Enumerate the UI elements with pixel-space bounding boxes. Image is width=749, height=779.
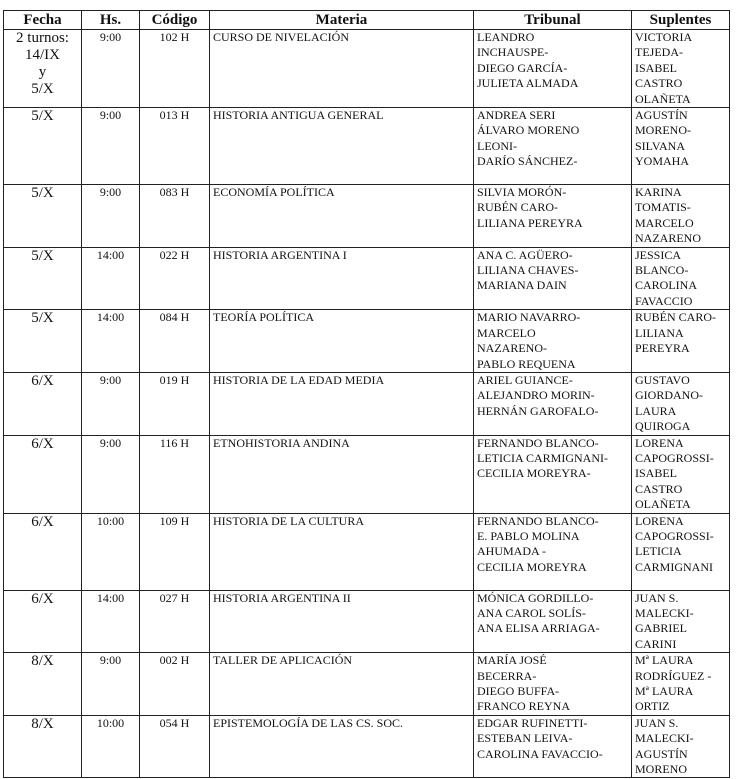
cell-tribunal-line: CECILIA MOREYRA- — [477, 466, 591, 481]
cell-tribunal — [474, 435, 632, 513]
cell-suplentes-line: PEREYRA — [635, 341, 690, 356]
cell-suplentes-line: MALECKI- — [635, 731, 694, 746]
cell-tribunal — [474, 310, 632, 373]
cell-fecha-line: 5/X — [31, 310, 54, 327]
header-fecha: Fecha — [4, 11, 82, 30]
cell-suplentes — [632, 185, 730, 248]
cell-materia: TEORÍA POLÍTICA — [210, 310, 474, 373]
cell-tribunal-line: MARCELO — [477, 325, 536, 340]
cell-suplentes-line: CASTRO — [635, 481, 683, 496]
cell-suplentes-line: GIORDANO- — [635, 388, 703, 403]
cell-materia: CURSO DE NIVELACIÓN — [210, 30, 474, 108]
cell-hs: 9:00 — [82, 30, 140, 108]
table-row — [4, 372, 730, 435]
cell-fecha-line: 5/X — [31, 81, 54, 97]
cell-fecha-line: y — [38, 64, 47, 80]
cell-suplentes-line: LORENA — [635, 513, 684, 528]
cell-tribunal — [474, 372, 632, 435]
cell-tribunal-line: LEONI- — [477, 138, 517, 153]
cell-tribunal-line: NAZARENO- — [477, 341, 547, 356]
cell-codigo: 109 H — [140, 513, 210, 590]
cell-materia: HISTORIA DE LA CULTURA — [210, 513, 474, 590]
cell-fecha-line: 6/X — [31, 435, 54, 452]
cell-codigo: 084 H — [140, 310, 210, 373]
cell-tribunal — [474, 513, 632, 590]
cell-tribunal-line: LEANDRO — [477, 30, 535, 44]
table-row — [4, 590, 730, 653]
cell-suplentes-line: LILIANA — [635, 325, 684, 340]
cell-codigo: 019 H — [140, 372, 210, 435]
cell-tribunal-line: LETICIA CARMIGNANI- — [477, 450, 608, 465]
cell-hs: 10:00 — [82, 513, 140, 590]
cell-fecha — [4, 590, 82, 653]
table-row — [4, 185, 730, 248]
cell-suplentes — [632, 435, 730, 513]
exam-schedule — [3, 10, 730, 778]
table-row — [4, 715, 730, 778]
cell-suplentes-line: JUAN S. — [635, 590, 679, 605]
cell-suplentes-line: KARINA — [635, 185, 682, 200]
cell-materia: HISTORIA DE LA EDAD MEDIA — [210, 372, 474, 435]
cell-tribunal — [474, 653, 632, 716]
table-row — [4, 653, 730, 716]
cell-tribunal-line: BECERRA- — [477, 668, 537, 683]
cell-suplentes-line: SILVANA — [635, 138, 686, 153]
cell-fecha — [4, 247, 82, 310]
cell-suplentes-line: GABRIEL — [635, 621, 687, 636]
cell-fecha — [4, 310, 82, 373]
cell-tribunal-line: HERNÁN GAROFALO- — [477, 403, 599, 418]
cell-tribunal-line: MARIANA DAIN — [477, 278, 567, 293]
cell-fecha — [4, 513, 82, 590]
cell-fecha-line: 14/IX — [25, 47, 60, 63]
cell-tribunal — [474, 715, 632, 778]
cell-materia: HISTORIA ARGENTINA I — [210, 247, 474, 310]
cell-suplentes — [632, 108, 730, 185]
cell-suplentes-line: ISABEL — [635, 466, 677, 481]
cell-fecha-line: 8/X — [31, 653, 54, 670]
cell-fecha — [4, 435, 82, 513]
cell-suplentes-line: TOMATIS- — [635, 200, 691, 215]
cell-suplentes-line: CAPOGROSSI- — [635, 450, 714, 465]
cell-suplentes-line: LORENA — [635, 435, 684, 450]
cell-fecha-line: 6/X — [31, 590, 54, 607]
cell-suplentes — [632, 310, 730, 373]
cell-hs: 14:00 — [82, 247, 140, 310]
table-row — [4, 30, 730, 108]
cell-suplentes-line: OLAÑETA — [635, 497, 691, 512]
cell-tribunal-line: INCHAUSPE- — [477, 45, 549, 60]
cell-suplentes-line: LAURA — [635, 403, 677, 418]
cell-hs: 14:00 — [82, 310, 140, 373]
header-materia: Materia — [210, 11, 474, 30]
header-hs: Hs. — [82, 11, 140, 30]
cell-tribunal-line: DARÍO SÁNCHEZ- — [477, 154, 578, 169]
cell-suplentes-line: FAVACCIO — [635, 293, 693, 308]
cell-tribunal-line: ALEJANDRO MORIN- — [477, 388, 595, 403]
cell-tribunal-line: LILIANA CHAVES- — [477, 263, 579, 278]
cell-tribunal-line: E. PABLO MOLINA — [477, 528, 580, 543]
cell-suplentes-line: CAROLINA — [635, 278, 697, 293]
cell-suplentes-line: YOMAHA — [635, 154, 689, 169]
cell-tribunal-line: JULIETA ALMADA — [477, 76, 579, 91]
cell-suplentes-line: RUBÉN CARO- — [635, 310, 717, 325]
cell-codigo: 083 H — [140, 185, 210, 248]
cell-suplentes-line: AGUSTÍN — [635, 746, 688, 761]
cell-suplentes-line: CARMIGNANI — [635, 559, 713, 574]
cell-suplentes-line: MARCELO — [635, 215, 694, 230]
cell-tribunal — [474, 30, 632, 108]
cell-materia: TALLER DE APLICACIÓN — [210, 653, 474, 716]
cell-fecha-line: 8/X — [31, 715, 54, 732]
cell-tribunal-line: FRANCO REYNA — [477, 699, 571, 714]
cell-tribunal-line: SILVIA MORÓN- — [477, 185, 567, 200]
cell-hs: 14:00 — [82, 590, 140, 653]
cell-tribunal-line: MARÍA JOSÉ — [477, 653, 547, 668]
cell-fecha — [4, 108, 82, 185]
cell-fecha — [4, 372, 82, 435]
cell-codigo: 027 H — [140, 590, 210, 653]
cell-suplentes — [632, 247, 730, 310]
cell-suplentes-line: LETICIA — [635, 544, 682, 559]
cell-materia: EPISTEMOLOGÍA DE LAS CS. SOC. — [210, 715, 474, 778]
cell-materia: ETNOHISTORIA ANDINA — [210, 435, 474, 513]
cell-tribunal — [474, 108, 632, 185]
cell-tribunal — [474, 590, 632, 653]
cell-fecha — [4, 30, 82, 108]
cell-fecha-line: 6/X — [31, 513, 54, 530]
cell-fecha — [4, 715, 82, 778]
cell-tribunal-line: EDGAR RUFINETTI- — [477, 715, 588, 730]
cell-fecha-line: 2 turnos: — [16, 30, 69, 46]
cell-hs: 9:00 — [82, 372, 140, 435]
cell-tribunal-line: LILIANA PEREYRA — [477, 215, 583, 230]
cell-suplentes — [632, 715, 730, 778]
cell-tribunal — [474, 185, 632, 248]
cell-fecha-line: 5/X — [31, 108, 54, 125]
cell-tribunal-line: MÓNICA GORDILLO- — [477, 590, 594, 605]
table-header-row — [4, 11, 730, 30]
cell-tribunal-line: CECILIA MOREYRA — [477, 559, 587, 574]
cell-tribunal-line: ANA C. AGÜERO- — [477, 247, 573, 262]
table-body — [4, 30, 730, 778]
header-codigo: Código — [140, 11, 210, 30]
cell-tribunal-line: AHUMADA - — [477, 544, 546, 559]
cell-tribunal-line: ESTEBAN LEIVA- — [477, 731, 573, 746]
cell-fecha-line: 5/X — [31, 185, 54, 202]
cell-tribunal-line: FERNANDO BLANCO- — [477, 513, 599, 528]
cell-suplentes-line: CAPOGROSSI- — [635, 528, 714, 543]
cell-materia: HISTORIA ARGENTINA II — [210, 590, 474, 653]
cell-tribunal-line: DIEGO BUFFA- — [477, 684, 560, 698]
table-row — [4, 513, 730, 590]
cell-tribunal-line: MARIO NAVARRO- — [477, 310, 581, 325]
table-row — [4, 108, 730, 185]
cell-fecha — [4, 653, 82, 716]
cell-suplentes-line: ORTIZ — [635, 699, 670, 714]
cell-suplentes-line: GUSTAVO — [635, 372, 690, 387]
cell-suplentes-line: AGUSTÍN — [635, 108, 688, 123]
cell-suplentes — [632, 372, 730, 435]
cell-suplentes-line: RODRÍGUEZ - — [635, 668, 712, 683]
cell-suplentes-line: MORENO — [635, 762, 688, 777]
cell-fecha-line: 5/X — [31, 247, 54, 264]
cell-tribunal-line: ANA CAROL SOLÍS- — [477, 605, 586, 620]
cell-suplentes-line: NAZARENO — [635, 231, 701, 246]
cell-codigo: 102 H — [140, 30, 210, 108]
cell-tribunal-line: ANA ELISA ARRIAGA- — [477, 621, 600, 636]
header-suplentes: Suplentes — [632, 11, 730, 30]
cell-codigo: 022 H — [140, 247, 210, 310]
cell-tribunal-line: RUBÉN CARO- — [477, 200, 559, 215]
cell-suplentes-line: OLAÑETA — [635, 91, 691, 106]
table-row — [4, 310, 730, 373]
cell-suplentes-line: MALECKI- — [635, 605, 694, 620]
cell-tribunal-line: ÁLVARO MORENO — [477, 123, 580, 138]
cell-suplentes-line: BLANCO- — [635, 263, 689, 278]
cell-tribunal-line: PABLO REQUENA — [477, 356, 576, 371]
cell-hs: 9:00 — [82, 185, 140, 248]
cell-suplentes-line: CARINI — [635, 636, 677, 651]
cell-suplentes-line: QUIROGA — [635, 419, 691, 434]
cell-suplentes — [632, 590, 730, 653]
header-tribunal: Tribunal — [474, 11, 632, 30]
cell-codigo: 013 H — [140, 108, 210, 185]
cell-suplentes-line: CASTRO — [635, 76, 683, 91]
exam-table — [3, 10, 730, 778]
cell-hs: 9:00 — [82, 653, 140, 716]
cell-tribunal-line: DIEGO GARCÍA- — [477, 60, 568, 75]
cell-suplentes-line: JESSICA — [635, 247, 682, 262]
cell-codigo: 002 H — [140, 653, 210, 716]
cell-suplentes-line: VICTORIA — [635, 30, 693, 44]
cell-suplentes — [632, 513, 730, 590]
cell-hs: 9:00 — [82, 435, 140, 513]
cell-materia: ECONOMÍA POLÍTICA — [210, 185, 474, 248]
cell-suplentes-line: ISABEL — [635, 60, 677, 75]
table-row — [4, 247, 730, 310]
cell-suplentes-line: Mª LAURA — [635, 684, 694, 698]
cell-suplentes — [632, 30, 730, 108]
cell-tribunal-line: ANDREA SERI — [477, 108, 556, 123]
cell-fecha — [4, 185, 82, 248]
cell-hs: 10:00 — [82, 715, 140, 778]
cell-suplentes-line: Mª LAURA — [635, 653, 694, 668]
cell-tribunal-line: FERNANDO BLANCO- — [477, 435, 599, 450]
table-row — [4, 435, 730, 513]
cell-codigo: 116 H — [140, 435, 210, 513]
cell-fecha-line: 6/X — [31, 372, 54, 389]
cell-tribunal-line: ARIEL GUIANCE- — [477, 372, 573, 387]
cell-tribunal — [474, 247, 632, 310]
cell-materia: HISTORIA ANTIGUA GENERAL — [210, 108, 474, 185]
cell-tribunal-line: CAROLINA FAVACCIO- — [477, 746, 603, 761]
cell-suplentes — [632, 653, 730, 716]
cell-codigo: 054 H — [140, 715, 210, 778]
cell-hs: 9:00 — [82, 108, 140, 185]
cell-suplentes-line: MORENO- — [635, 123, 691, 138]
cell-suplentes-line: TEJEDA- — [635, 45, 683, 60]
cell-suplentes-line: JUAN S. — [635, 715, 679, 730]
